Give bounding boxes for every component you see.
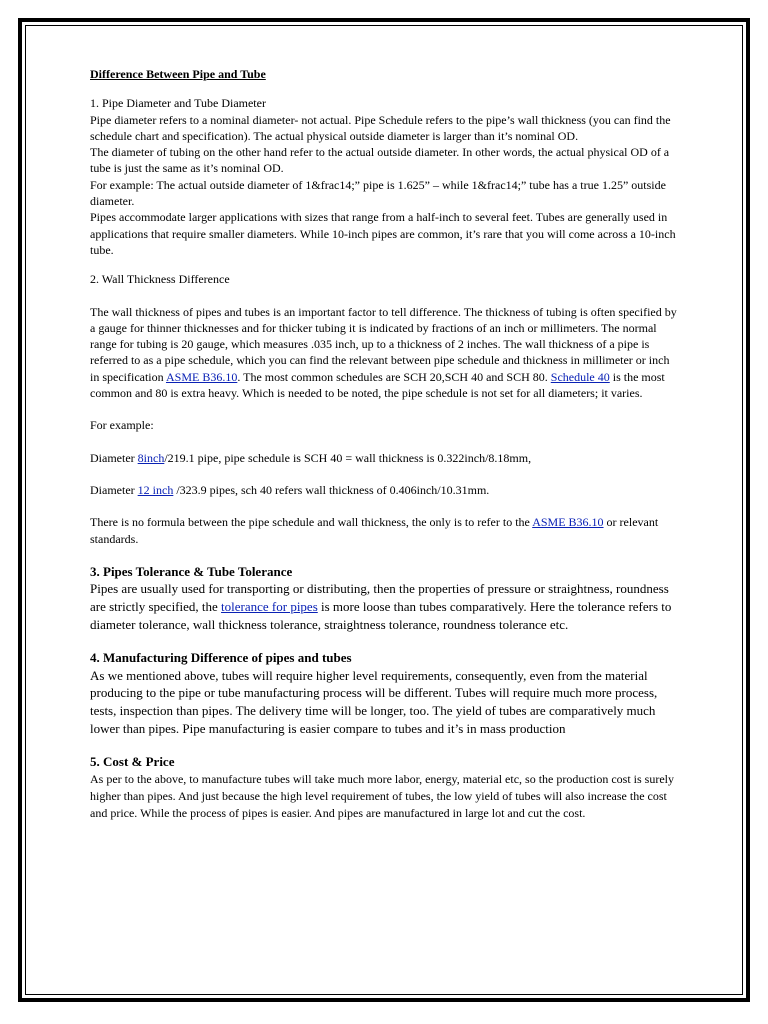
diameter-12-text-b: /323.9 pipes, sch 40 refers wall thickness of 0.406inch/10.31mm. [173, 482, 490, 497]
section-1-paragraph-2: The diameter of tubing on the other hand refer to the actual outside diameter. In other words, the actual physical OD of a tube is just the same as it’s nominal OD. [90, 145, 670, 176]
section-3-text-a: Pipes are usually used for transporting or distributing, then the properties of pressure or straightness, roundness are strictly specified, the [90, 581, 669, 615]
section-1-paragraph-1: Pipe diameter refers to a nominal diameter- not actual. Pipe Schedule refers to the pipe’s wall thickness (you can find the schedule chart and specification). The actual physical outside diameter is larger than it’s nominal OD. [90, 112, 671, 143]
section-3-text-b: is more loose than tubes comparatively. Here the tolerance refers to diameter tolerance, wall thickness tolerance, straightness tolerance, roundness tolerance etc. [90, 599, 672, 632]
section-4-paragraph: As we mentioned above, tubes will require higher level requirements, consequently, even from the material producing to the pipe or tube manufacturing process will be different. Tubes will require much more process, tests, inspection than pipes. The delivery time will be longer, too. The yield of tubes are comparatively much lower than pipes. Pipe manufacturing is easier compare to tubes and it’s in mass production [90, 667, 658, 736]
section-5-heading: 5. Cost & Price [90, 754, 175, 770]
section-1-heading: 1. Pipe Diameter and Tube Diameter [90, 96, 266, 111]
8inch-link[interactable]: 8inch [137, 450, 165, 465]
diameter-8inch-line [90, 450, 680, 466]
schedule-40-link[interactable]: Schedule 40 [550, 369, 610, 384]
tolerance-for-pipes-link[interactable]: tolerance for pipes [221, 599, 318, 615]
asme-b36-10-link[interactable]: ASME B36.10 [165, 369, 238, 384]
section-3-heading: 3. Pipes Tolerance & Tube Tolerance [90, 563, 293, 579]
asme-b36-10-link-2[interactable]: ASME B36.10 [532, 515, 604, 530]
diameter-12-text-a: Diameter [90, 482, 138, 497]
diameter-8-text-a: Diameter [90, 450, 138, 465]
section-2-p2-text-a: There is no formula between the pipe schedule and wall thickness, the only is to refer to the [90, 515, 533, 530]
diameter-8-text-b: /219.1 pipe, pipe schedule is SCH 40 = wall thickness is 0.322inch/8.18mm, [164, 450, 532, 465]
section-2-text-a: The wall thickness of pipes and tubes is an important factor to tell difference. The thickness of tubing is often specified by a gauge for thinner thicknesses and for thicker tubing it is indicated by fractions of an inch or millimeters. The normal range for tubing is 20 gauge, which measures .035 inch, up to a thickness of 2 inches. The wall thickness of a pipe is referred to as a pipe schedule, which you can find the relevant between pipe schedule and thickness in millimeter or inch in specification [90, 304, 677, 384]
diameter-12inch-line [90, 482, 680, 498]
section-4-heading: 4. Manufacturing Difference of pipes and tubes [90, 650, 352, 666]
section-2-paragraph-2 [90, 514, 680, 547]
section-1-paragraph-4: Pipes accommodate larger applications with sizes that range from a half-inch to several feet. Tubes are generally used in applications that require smaller diameters. While 10-inch pipes are common, it’s rare that you will come across a 10-inch tube. [90, 210, 676, 257]
document-title: Difference Between Pipe and Tube [90, 67, 266, 81]
document-body [90, 66, 680, 822]
section-3-paragraph [90, 580, 680, 633]
section-2-paragraph-1 [90, 304, 680, 402]
section-2-p2-text-b: or relevant standards. [90, 515, 659, 546]
12-inch-link[interactable]: 12 inch [137, 482, 174, 497]
section-2-text-c: is the most common and 80 is extra heavy. Which is needed to be noted, the pipe schedule is not set for all diameters; it varies. [90, 369, 665, 401]
section-2-text-b: . The most common schedules are SCH 20,SCH 40 and SCH 80. [237, 369, 551, 384]
for-example-label: For example: [90, 418, 154, 433]
section-5-paragraph: As per to the above, to manufacture tubes will take much more labor, energy, material etc, so the production cost is surely higher than pipes. And just because the high level requirement of tubes, the low yield of tubes will also increase the cost and price. While the process of pipes is easier. And pipes are manufactured in large lot and cut the cost. [90, 771, 675, 820]
section-2-heading: 2. Wall Thickness Difference [90, 272, 230, 287]
section-1-paragraph-3: For example: The actual outside diameter of 1&frac14;” pipe is 1.625” – while 1&frac14;” tube has a true 1.25” outside diameter. [90, 177, 666, 209]
